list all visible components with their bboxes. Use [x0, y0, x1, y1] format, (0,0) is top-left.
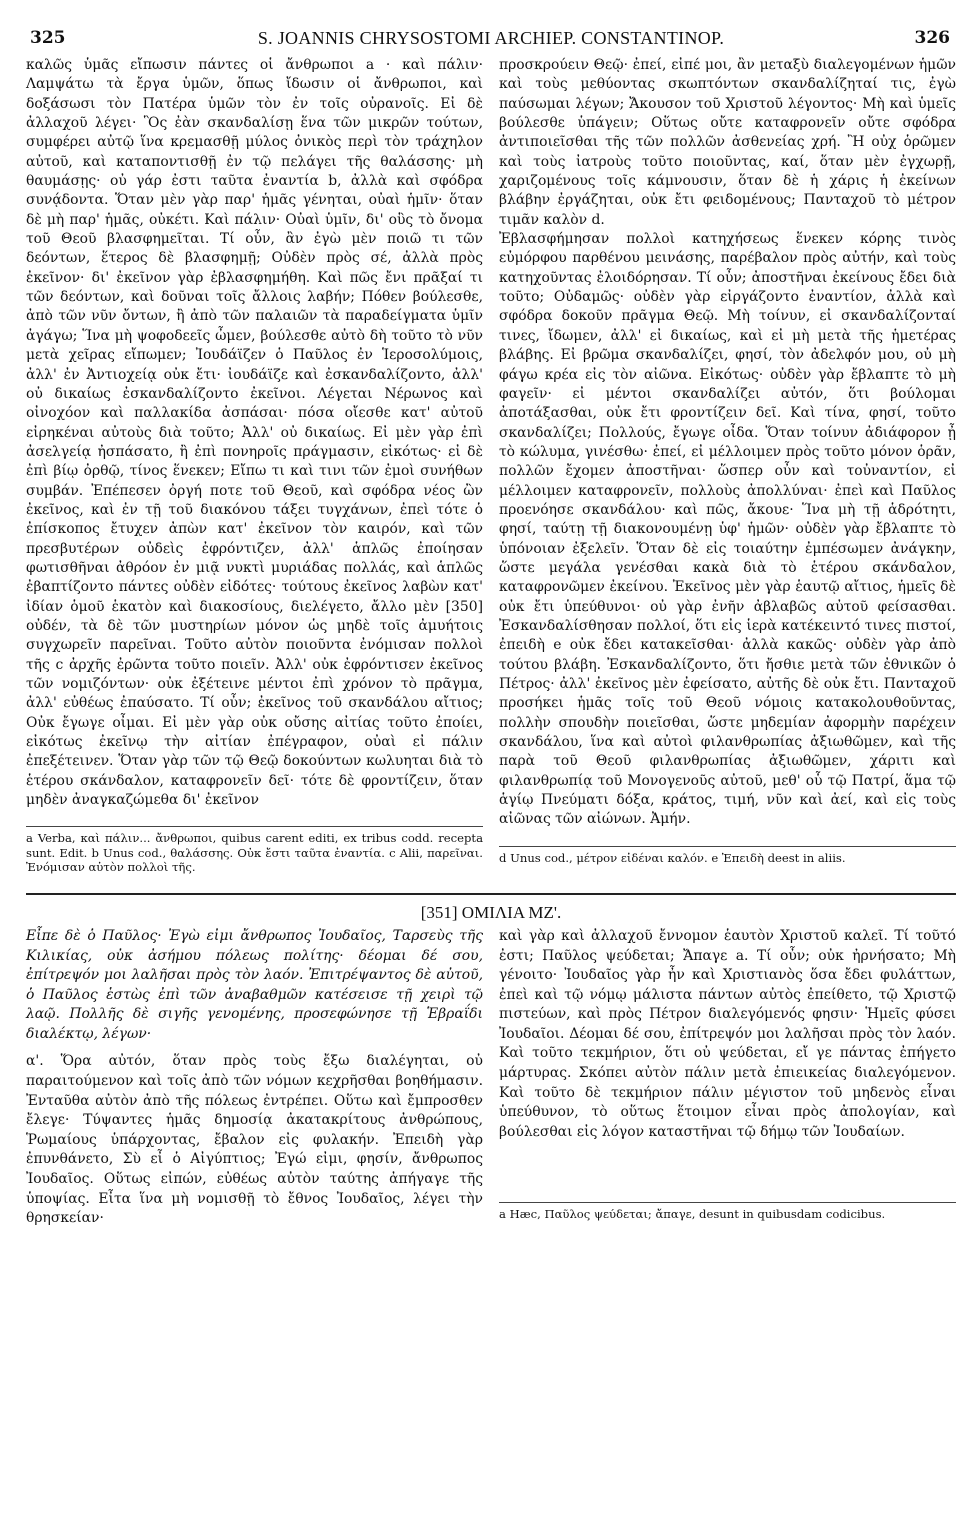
- page-number-left: 325: [30, 28, 66, 48]
- bottom-right-column: [499, 927, 956, 1229]
- homily-heading: [351] ΟΜΙΛΙΑ ΜΖ'.: [420, 902, 562, 922]
- section-rule: [26, 893, 956, 895]
- right-column: [499, 56, 956, 875]
- right-column-text: προσκρούειν Θεῷ· ἐπεί, εἰπέ μοι, ἂν μεταξὺ διαλεγομένων ἡμῶν καὶ τοὺς μεθύοντας σκωπτόντων σκανδαλίζηταί τις, ἐγὼ παύσωμαι λέγων; Ἄκουσον τοῦ Χριστοῦ λέγοντος· Μὴ καὶ ὑμεῖς βούλεσθε ὑπάγειν; Οὕτως οὔτε καταφρονεῖν οὔτε σφόδρα ἀντιποιεῖσθαι τῆς τῶν πολλῶν ἀσθενείας χρή. Ἢ οὐχ ὁρῶμεν καὶ τοὺς ἰατροὺς τοῦτο ποιοῦντας, καί, ὅταν μὲν ἐγχωρῇ, χαριζομένους τοῖς κάμνουσιν, ὅταν δὲ ἡ χάρις ἡ ἐκείνων βλάβην ἐργάζηται, οὐκ ἔτι φειδομένους; Πανταχοῦ τὸ μέτρον τιμᾶν καλὸν d. Ἐβλασφήμησαν πολλοὶ κατηχήσεως ἕνεκεν κόρης τινὸς εὐμόρφου παρθένου μεινάσης, παρέβαλον πρὸς αὐτήν, καὶ τοὺς κατηχοῦντας ἐλοιδόρησαν. Τί οὖν; ἀποστῆναι ἐκείνους ἔδει διὰ τοῦτο; Οὐδαμῶς· οὐδὲν γὰρ εἰργάζοντο ἐναντίον, ἀλλὰ καὶ σφόδρα δοκοῦν πρᾶγμα Θεῷ. Μὴ τοίνυν, εἰ σκανδαλίζονταί τινες, ἴδωμεν, ἀλλ' εἰ δικαίως, καὶ εἰ μὴ μετὰ τῆς ἡμετέρας βλάβης. Εἰ βρῶμα σκανδαλίζει, φησί, τὸν ἀδελφόν μου, οὐ μὴ φάγω κρέα εἰς τὸν αἰῶνα. Εἰκότως· οὐδὲν γὰρ ἔβλαπτε τὸ μὴ φαγεῖν· εἰ μέντοι σκανδαλίζει αὐτόν, ὅτι βούλομαι ἀποτάξασθαι, οὐκ ἔτι φροντίζειν δεῖ. Καὶ τίνα, φησί, τοῦτο σκανδαλίζει; Πολλούς, ἔγωγε οἶδα. Ὅταν τοίνυν ἀδιάφορον ᾖ τὸ κώλυμα, γινέσθω· ἐπεί, εἰ μέλλοιμεν πρὸς τοῦτο μόνον ὁρᾶν, πολλῶν ἔχομεν ἀποστῆναι· ὥσπερ οὖν καὶ τοὐναντίον, εἰ μέλλοιμεν καταφρονεῖν, πολλοὺς ἀπολλύναι· ἐπεὶ καὶ Παῦλος προενόησε σκανδάλου· καὶ πῶς, ἄκουε· Ἵνα μὴ τῇ ἁδρότητι, φησί, ταύτῃ τῇ διακονουμένῃ ὑφ' ἡμῶν· οὐδὲν γὰρ ἔβλαπτε τὸ ὑπόνοιαν ἐξελεῖν. Ὅταν δὲ εἰς τοιαύτην ἐμπέσωμεν ἀνάγκην, ὥστε μεγάλα γενέσθαι κακὰ διὰ τὸ ἑτέρου σκάνδαλον, καταφρονῶμεν ἐκείνου. Ἐκεῖνος μὲν γὰρ ἑαυτῷ αἴτιος, ἡμεῖς δὲ οὐκ ἔτι ὑπεύθυνοι· οὐ γὰρ ἐνῆν ἀβλαβῶς αὐτοῦ φείσασθαι. Ἐσκανδαλίσθησαν πολλοί, ὅτι εἰς ἱερὰ κατέκειντό τινες πιστοί, ἐπειδὴ e οὐκ ἔδει κατακεῖσθαι· ἀλλὰ κακῶς· οὐδὲν γὰρ ἀπὸ τούτου βλάβη. Ἐσκανδαλίζοντο, ὅτι ἤσθιε μετὰ τῶν ἐθνικῶν ὁ Πέτρος· ἀλλ' ἐκεῖνος μὲν ἐφείσατο, αὐτῆς δὲ οὐκ ἔτι. Πανταχοῦ προσήκει ἡμᾶς τοῖς τοῦ Θεοῦ νόμοις κατακολουθοῦντας, πολλὴν σπουδὴν ποιεῖσθαι, ὥστε μηδεμίαν ἀφορμὴν παρέχειν σκανδάλου, ἵνα καὶ αὐτοὶ φιλανθρωπίας ἀξιωθῶμεν, καὶ τῆς παρὰ τοῦ Θεοῦ φιλανθρωπίας ἀξιωθῶμεν, χάριτι καὶ φιλανθρωπίᾳ τοῦ Μονογενοῦς αὐτοῦ, μεθ' οὗ τῷ Πατρί, ἅμα τῷ ἁγίῳ Πνεύματι δόξα, κράτος, τιμή, νῦν καὶ ἀεί, καὶ εἰς τοὺς αἰῶνας τῶν αἰώνων. Ἀμήν.: [499, 57, 956, 828]
- running-title: S. JOANNIS CHRYSOSTOMI ARCHIEP. CONSTANTINOP.: [257, 28, 725, 48]
- right-footnotes: d Unus cod., μέτρον εἰδέναι καλόν. e Ἐπειδὴ deest in aliis.: [499, 846, 956, 866]
- bottom-left-text: α'. Ὅρα αὐτόν, ὅταν πρὸς τοὺς ἔξω διαλέγηται, οὐ παραιτούμενον καὶ τοῖς ἀπὸ τῶν νόμων κεχρῆσθαι βοηθήμασιν. Ἐνταῦθα αὐτὸν ἀπὸ τῆς πόλεως ἐντρέπει. Οὕτω καὶ ἔμπροσθεν ἔλεγε· Τύψαντες ἡμᾶς δημοσίᾳ ἀκατακρίτους ἀνθρώπους, Ῥωμαίους ὑπάρχοντας, ἔβαλον εἰς φυλακήν. Ἐπειδὴ γὰρ ἐπυνθάνετο, Σὺ εἶ ὁ Αἰγύπτιος; Ἐγώ εἰμι, φησίν, ἄνθρωπος Ἰουδαῖος. Οὕτως εἰπών, εὐθέως αὐτὸν ταύτης ἀπήγαγε τῆς ὑποψίας. Εἶτα ἵνα μὴ νομισθῇ τὸ ἔθνος Ἰουδαῖος, λέγει τὴν θρησκείαν·: [26, 1053, 483, 1227]
- left-column-text: καλῶς ὑμᾶς εἴπωσιν πάντες οἱ ἄνθρωποι a · καὶ πάλιν· Λαμψάτω τὰ ἔργα ὑμῶν, ὅπως ἴδωσιν οἱ ἄνθρωποι, καὶ δοξάσωσι τὸν Πατέρα ὑμῶν τὸν ἐν τοῖς οὐρανοῖς. Εἰ δὲ ἀλλαχοῦ λέγει· Ὃς ἐὰν σκανδαλίσῃ ἕνα τῶν μικρῶν τούτων, συμφέρει αὐτῷ ἵνα κρεμασθῇ μύλος ὀνικὸς περὶ τὸν τράχηλον αὐτοῦ, καὶ καταποντισθῇ ἐν τῷ πελάγει τῆς θαλάσσης· μὴ θαυμάσῃς· οὐ γάρ ἐστι ταῦτα ἐναντία b, ἀλλὰ καὶ σφόδρα συνᾴδοντα. Ὅταν μὲν γὰρ παρ' ἡμᾶς γένηται, οὐαὶ ἡμῖν· ὅταν δὲ μὴ παρ' ἡμᾶς, οὐκέτι. Καὶ πάλιν· Οὐαὶ ὑμῖν, δι' οὓς τὸ ὄνομα τοῦ Θεοῦ βλασφημεῖται. Τί οὖν, ἂν ἐγὼ μὲν ποιῶ τι τῶν δεόντων, ἕτερος δὲ βλασφημῇ; Οὐδὲν πρὸς σέ, ἀλλὰ πρὸς ἐκεῖνον· δι' ἐκεῖνον γὰρ ἐβλασφημήθη. Καὶ πῶς ἔνι πρᾶξαί τι τῶν δεόντων, καὶ δοῦναι τοῖς ἄλλοις λαβήν; Πόθεν βούλεσθε, ἀπὸ τῶν νῦν ὄντων, ἢ ἀπὸ τῶν παλαιῶν τὰ παραδείγματα ὑμῖν ἀγάγω; Ἵνα μὴ ψοφοδεεῖς ὦμεν, βούλεσθε αὐτὸ δὴ τοῦτο τὸ νῦν μετὰ χεῖρας εἴπωμεν; Ἰουδάϊζεν ὁ Παῦλος ἐν Ἱεροσολύμοις, ἀλλ' ἐν Ἀντιοχείᾳ οὐκ ἔτι· ἰουδάϊζε καὶ ἐσκανδαλίζοντο, ἀλλ' οὐ δικαίως ἐσκανδαλίζοντο ἐκεῖνοι. Λέγεται Νέρωνος καὶ οἰνοχόον καὶ παλλακίδα ἀσπάσαι· πόσα οἴεσθε κατ' αὐτοῦ εἰρηκέναι αὐτοὺς διὰ τοῦτο; Ἀλλ' οὐ δικαίως. Εἰ μὲν γὰρ ἐπὶ ἀσελγείᾳ ἠσπάσατο, ἢ ἐπὶ πονηροῖς πράγμασιν, εἰκότως· εἰ δὲ ἐπὶ βίῳ ὀρθῷ, τίνος ἕνεκεν; Εἴπω τι καὶ τινι τῶν ἐμοὶ συνήθων συμβάν. Ἐπέπεσεν ὀργή ποτε τοῦ Θεοῦ, καὶ σφόδρα νέος ὢν ἐκεῖνος, καὶ ἐν τῇ τοῦ διακόνου τάξει τυγχάνων, ἐπεὶ τότε ὁ ἐπίσκοπος ἔτυχεν ἀπὼν κατ' ἐκεῖνον τὸν καιρόν, καὶ τῶν πρεσβυτέρων οὐδεὶς ἐφρόντιζεν, ἀλλ' ἁπλῶς ἐποίησαν φωτισθῆναι ἀθρόον ἐν μιᾷ νυκτὶ μυριάδας πολλάς, καὶ ἁπλῶς ἐβαπτίζοντο πάντες οὐδὲν εἰδότες· τούτους ἐκεῖνος λαβὼν κατ' ἰδίαν ὁμοῦ ἑκατὸν καὶ διακοσίους, διελέγετο, ἄλλο μὲν [350] οὐδέν, τὰ δὲ τῶν μυστηρίων μόνον ὡς μηδὲ τοῖς ἀμυήτοις συγχωρεῖν παρεῖναι. Τοῦτο αὐτὸν ποιοῦντα ἐνόμισαν πολλοὶ τῆς c ἀρχῆς ἐρῶντα τοῦτο ποιεῖν. Ἀλλ' οὐκ ἐφρόντισεν ἐκεῖνος τῶν νομιζόντων· οὐκ ἐξέτεινε μέντοι ἐπὶ χρόνον τὸ πρᾶγμα, ἀλλ' εὐθέως ἐπαύσατο. Τί οὖν; ἐκεῖνος τοῦ σκανδάλου αἴτιος; Οὐκ ἔγωγε οἶμαι. Εἰ μὲν γὰρ οὐκ οὔσης αἰτίας τοῦτο ἐποίει, εἰκότως ἐκεῖνῳ τὴν αἰτίαν ἐπέγραφον, οὐαὶ εἰ πάλιν ἐπεξέτεινεν. Ὅταν γὰρ τῶν τῷ Θεῷ δοκούντων κωλυηται διὰ τὸ ἑτέρου σκάνδαλον, καταφρονεῖν δεῖ· τότε δὲ φροντίζειν, ὅταν μηδὲν ἀναγκαζώμεθα δι' ἐκεῖνον: [26, 57, 483, 809]
- top-columns: [26, 56, 956, 875]
- left-footnotes: a Verba, καὶ πάλιν... ἄνθρωποι, quibus carent editi, ex tribus codd. recepta sunt. Edit. b Unus cod., θαλάσσης. Οὐκ ἔστι ταῦτα ἐναντία. c Alii, παρεῖναι. Ἐνόμισαν αὐτὸν πολλοὶ τῆς.: [26, 826, 483, 875]
- bottom-left-column: [26, 927, 483, 1229]
- left-column: [26, 56, 483, 875]
- scripture-lead: Εἶπε δὲ ὁ Παῦλος· Ἐγὼ εἰμι ἄνθρωπος Ἰουδαῖος, Ταρσεὺς τῆς Κιλικίας, οὐκ ἀσήμου πόλεως πολίτης· δέομαι δέ σου, ἐπίτρεψόν μοι λαλῆσαι πρὸς τὸν λαόν. Ἐπιτρέψαντος δὲ αὐτοῦ, ὁ Παῦλος ἑστὼς ἐπὶ τῶν ἀναβαθμῶν κατέσεισε τῇ χειρὶ τῷ λαῷ. Πολλῆς δὲ σιγῆς γενομένης, προσεφώνησε τῇ Ἑβραΐδι διαλέκτῳ, λέγων·: [26, 927, 483, 1042]
- bottom-right-text: καὶ γὰρ καὶ ἀλλαχοῦ ἔννομον ἑαυτὸν Χριστοῦ καλεῖ. Τί τοῦτό ἐστι; Παῦλος ψεύδεται; Ἄπαγε a. Τί οὖν; οὐκ ἠρνήσατο; Μὴ γένοιτο· Ἰουδαῖος γὰρ ἦν καὶ Χριστιανὸς ὅσα ἔδει φυλάττων, ἐπεὶ καὶ τῷ νόμῳ μάλιστα πάντων αὐτὸς ἐπείθετο, τῷ Χριστῷ πιστεύων, καὶ πρὸς Πέτρον διαλεγόμενός φησιν· Ἡμεῖς φύσει Ἰουδαῖοι. Δέομαι δέ σου, ἐπίτρεψόν μοι λαλῆσαι πρὸς τὸν λαόν. Καὶ τοῦτο τεκμήριον, ὅτι οὐ ψεύδεται, εἴ γε πάντας ἐπήγετο μάρτυρας. Σκόπει αὐτὸν πάλιν μετὰ ἐπιεικείας διαλεγόμενον. Καὶ τοῦτο δὲ τεκμήριον πάλιν μέγιστον τοῦ μηδενὸς εἶναι ὑπεύθυνον, τὸ οὕτως ἕτοιμον εἶναι πρὸς ἀπολογίαν, καὶ βούλεσθαι εἰς λόγον καταστῆναι τῷ δήμῳ τῶν Ἰουδαίων.: [499, 927, 956, 1140]
- page-number-right: 326: [914, 28, 950, 48]
- page: [26, 28, 956, 1229]
- bottom-footnotes: a Hæc, Παῦλος ψεύδεται; ἄπαγε, desunt in quibusdam codicibus.: [499, 1202, 956, 1222]
- bottom-columns: [26, 927, 956, 1229]
- running-header: [26, 28, 956, 56]
